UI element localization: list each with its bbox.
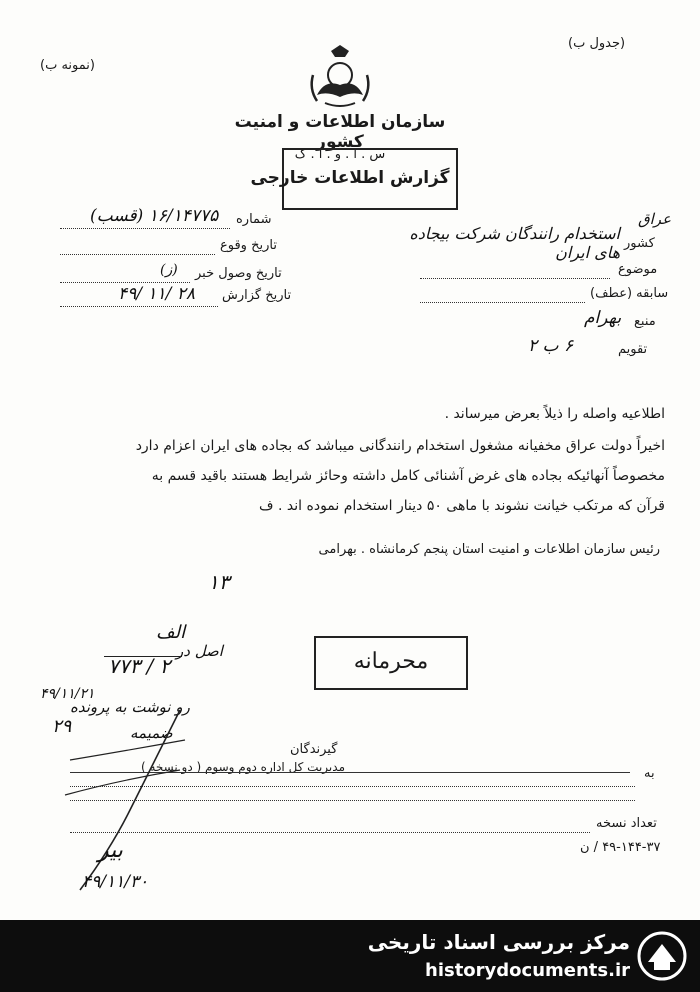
- archive-number: ۷۷۳ / ۲: [108, 654, 171, 678]
- to-label: به: [644, 766, 655, 781]
- archive-asl: اصل در: [176, 642, 223, 660]
- handwritten-note-2: ۲۹: [52, 716, 72, 737]
- report-date-value: ۴۹/ ۱۱/ ۲۸: [118, 284, 196, 304]
- lion-and-sun-emblem-icon: [305, 45, 375, 110]
- bottom-date: ۴۹/۱۱/۳۰: [82, 872, 149, 892]
- copies-label: تعداد نسخه: [596, 816, 657, 831]
- confidential-stamp-text: محرمانه: [353, 649, 429, 674]
- recipients-value: مدیریت کل اداره دوم وسوم ( دو نسخه ): [141, 760, 345, 774]
- source-label: منبع: [634, 314, 656, 329]
- received-date-label: تاریخ وصول خبر: [195, 266, 282, 281]
- body-line-1: اخیراً دولت عراق مخفیانه مشغول استخدام رانندگانی میباشد که بجاده های ایران اعزام دارد: [135, 438, 665, 454]
- background-label: سابقه (عطف): [590, 286, 669, 301]
- evaluation-value: ۶ ب ۲: [528, 336, 574, 356]
- archive-logo-icon: [636, 930, 688, 982]
- handwritten-note-1: رو نوشت به پرونده: [70, 698, 190, 716]
- document-ref: ۴۹-۱۴۴-۳۷ / ن: [580, 840, 661, 855]
- watermark-title: مرکز بررسی اسناد تاریخی: [367, 930, 630, 954]
- recipients-label: گیرندگان: [290, 742, 338, 757]
- confidential-stamp: [314, 636, 468, 690]
- body-line-3: قرآن که مرتکب خیانت نشوند با ماهی ۵۰ دینار استخدام نموده اند . ف: [259, 498, 665, 514]
- signature-line: رئیس سازمان اطلاعات و امنیت استان پنجم کرمانشاه . بهرامی: [318, 542, 660, 557]
- evaluation-label: تقویم: [618, 342, 648, 357]
- organization-code: س . ا . و . ا . ک: [294, 147, 386, 162]
- archive-letter: الف: [156, 622, 186, 643]
- handwritten-strokes-icon: [60, 700, 190, 900]
- body-intro: اطلاعیه واصله را ذیلاً بعرض میرساند .: [444, 406, 665, 422]
- form-sample-label: (نمونه ب): [40, 58, 95, 73]
- report-type: گزارش اطلاعات خارجی: [250, 168, 450, 188]
- country-value: عراق: [638, 210, 672, 228]
- handwritten-date-1: ۴۹/۱۱/۲۱: [40, 686, 95, 702]
- body-line-2: مخصوصاً آنهائیکه بجاده های غرض آشنائی کامل داشته وحائز شرایط هستند باقید قسم به: [151, 468, 665, 484]
- bottom-signature: بیر: [98, 838, 123, 863]
- country-label: کشور: [624, 236, 655, 251]
- number-label: شماره: [236, 212, 272, 227]
- watermark-footer: [0, 920, 700, 992]
- received-date-value: (ز): [160, 262, 178, 278]
- source-value: بهرام: [584, 308, 622, 328]
- organization-title: سازمان اطلاعات و امنیت کشور: [234, 112, 446, 152]
- subject-label: موضوع: [618, 262, 658, 277]
- watermark-url: historydocuments.ir: [425, 960, 630, 981]
- table-label: (جدول ب): [568, 36, 626, 51]
- subject-value: استخدام رانندگان شرکت بیجاده های ایران: [409, 224, 620, 262]
- number-value: ۱۶/۱۴۷۷۵ (قسب): [90, 206, 219, 226]
- occurrence-date-label: تاریخ وقوع: [220, 238, 277, 253]
- report-date-label: تاریخ گزارش: [222, 288, 292, 303]
- handwritten-note-3: ضمیمه: [130, 724, 173, 742]
- signature-mark: ۱۳: [208, 570, 230, 594]
